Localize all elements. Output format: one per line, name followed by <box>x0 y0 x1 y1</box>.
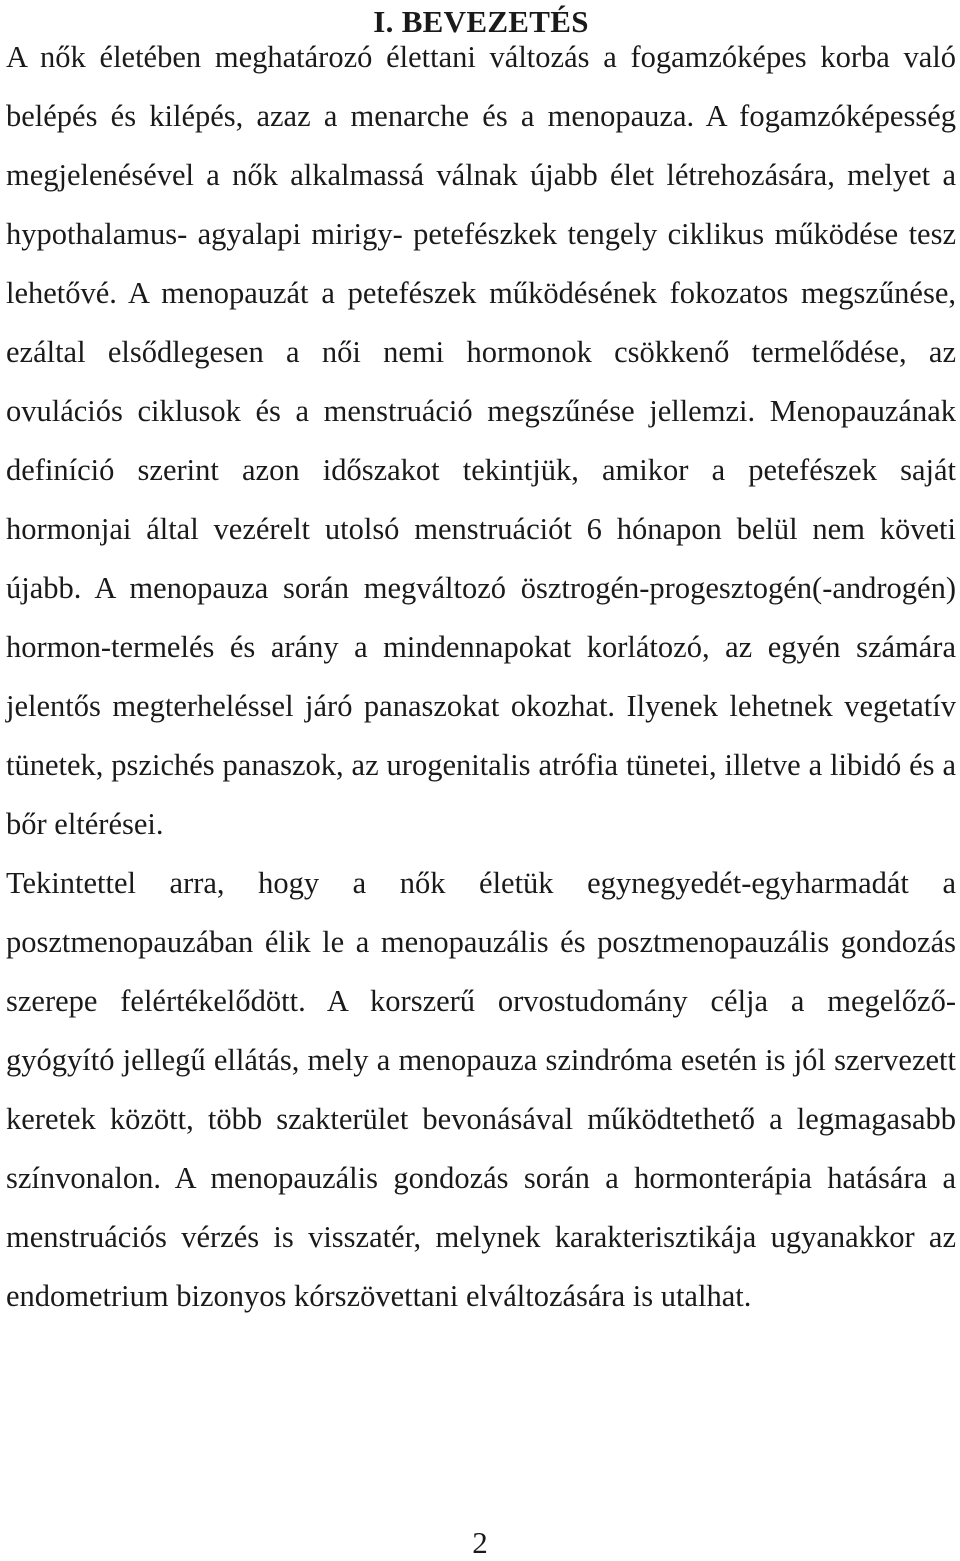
page-number: 2 <box>472 1525 488 1560</box>
paragraph-introduction: A nők életében meghatározó élettani változás a fogamzóképes korba való belépés és kilépés, azaz a menarche és a menopauza. A fogamzóképesség megjelenésével a nők alkalmassá válnak újabb élet létrehozására, melyet a hypothalamus- agyalapi mirigy- petefészkek tengely ciklikus működése tesz lehetővé. A menopauzát a petefészek működésének fokozatos megszűnése, ezáltal elsődlegesen a női nemi hormonok csökkenő termelődése, az ovulációs ciklusok és a menstruáció megszűnése jellemzi. Menopauzának definíció szerint azon időszakot tekintjük, amikor a petefészek saját hormonjai által vezérelt utolsó menstruációt 6 hónapon belül nem követi újabb. A menopauza során megváltozó ösztrogén-progesztogén(-androgén) hormon-termelés és arány a mindennapokat korlátozó, az egyén számára jelentős megterheléssel járó panaszokat okozhat. Ilyenek lehetnek vegetatív tünetek, pszichés panaszok, az urogenitalis atrófia tünetei, illetve a libidó és a bőr eltérései. <box>6 40 956 841</box>
section-heading: I. BEVEZETÉS <box>373 4 589 39</box>
document-page <box>6 0 956 1326</box>
paragraph-menopause-care: Tekintettel arra, hogy a nők életük egynegyedét-egyharmadát a posztmenopauzában élik le a menopauzális és posztmenopauzális gondozás szerepe felértékelődött. A korszerű orvostudomány célja a megelőző-gyógyító jellegű ellátás, mely a menopauza szindróma esetén is jól szervezett keretek között, több szakterület bevonásával működtethető a legmagasabb színvonalon. A menopauzális gondozás során a hormonterápia hatására a menstruációs vérzés is visszatér, melynek karakterisztikája ugyanakkor az endometrium bizonyos kórszövettani elváltozására is utalhat. <box>6 866 956 1313</box>
